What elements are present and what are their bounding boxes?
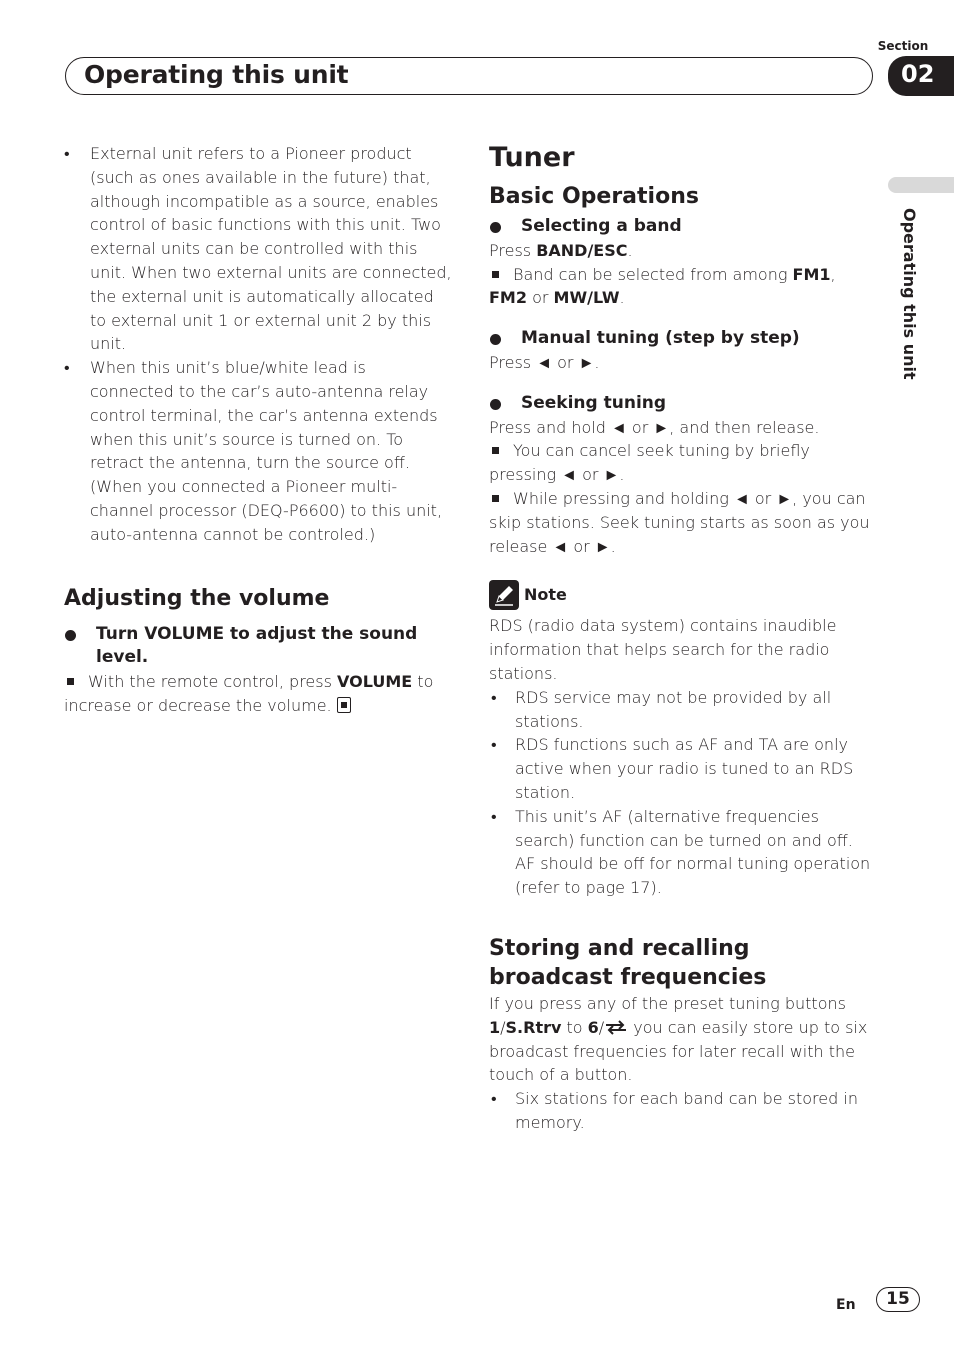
list-item: • RDS service may not be provided by all stations.	[491, 687, 832, 731]
end-mark-icon	[337, 697, 351, 713]
basic-operations-heading: Basic Operations	[489, 184, 699, 209]
seek-step: Seeking tuning	[489, 392, 877, 416]
storing-paragraph: If you press any of the preset tuning buttons 1/S.Rtrv to 6/ you can easily store up to six broadcast frequencies for later recall with the touch of a button.	[489, 993, 868, 1085]
list-item: • When this unit’s blue/white lead is connected to the car’s auto-antenna relay control terminal, the car’s antenna extends when this unit’s source is turned on. To retract the antenna, turn the source off. (When you connected a Pioneer multi-channel processor (DEQ-P6600) to this unit, auto-antenna cannot be controled.)	[64, 358, 443, 544]
bullet-icon: •	[64, 358, 70, 378]
page-title: Operating this unit	[84, 60, 349, 89]
manual-press: Press ◄ or ►.	[489, 352, 600, 372]
seek-press: Press and hold ◄ or ►, and then release.	[489, 417, 820, 437]
language-label: En	[836, 1297, 856, 1313]
square-bullet-icon	[67, 678, 74, 685]
list-item: • RDS functions such as AF and TA are only active when your radio is tuned to an RDS station.	[491, 735, 854, 802]
bullet-icon: •	[491, 806, 497, 826]
square-bullet-icon	[492, 447, 499, 454]
left-column	[64, 142, 452, 718]
square-bullet-icon	[492, 495, 499, 502]
note-header	[489, 580, 877, 610]
note-label: Note	[524, 585, 567, 605]
step-bullet-icon	[490, 399, 501, 410]
volume-note: With the remote control, press VOLUME to increase or decrease the volume.	[64, 672, 434, 715]
bullet-icon: •	[491, 735, 497, 755]
section-label: Section	[877, 39, 929, 53]
square-bullet-icon	[492, 271, 499, 278]
band-note: Band can be selected from among FM1, FM2 or MW/LW.	[489, 264, 836, 308]
side-tab	[888, 177, 954, 193]
bullet-icon: •	[491, 1089, 497, 1109]
seek-note: You can cancel seek tuning by briefly pressing ◄ or ►.	[489, 441, 810, 485]
manual-step: Manual tuning (step by step)	[489, 327, 877, 351]
volume-heading: Adjusting the volume	[64, 585, 330, 611]
title-bar	[65, 57, 873, 95]
seek-note: While pressing and holding ◄ or ►, you can skip stations. Seek tuning starts as soon as you release ◄ or ►.	[489, 488, 870, 556]
note-pencil-icon	[489, 580, 519, 610]
step-bullet-icon	[490, 222, 501, 233]
step-bullet-icon	[490, 334, 501, 345]
list-item: • External unit refers to a Pioneer product (such as ones available in the future) that, although incompatible as a source, enables control of basic functions with this unit. Two external units can be controlled with this unit. When two external units are connected, the external unit is automatically allocated to external unit 1 or external unit 2 by this unit.	[64, 144, 452, 354]
side-label: Operating this unit	[900, 208, 919, 380]
section-number-badge: 02	[888, 56, 954, 96]
repeat-arrows-icon	[604, 1018, 628, 1034]
band-press: Press BAND/ESC.	[489, 240, 633, 260]
bullet-icon: •	[491, 687, 497, 707]
tuner-heading: Tuner	[489, 142, 575, 173]
bullet-icon: •	[64, 144, 70, 163]
list-item: • This unit’s AF (alternative frequencies search) function can be turned on and off. AF should be off for normal tuning operation (refer to page 17).	[491, 806, 871, 898]
step-bullet-icon	[65, 630, 76, 641]
right-column	[489, 142, 877, 1135]
storing-heading: Storing and recalling broadcast frequencies	[489, 935, 767, 990]
page-number: 15	[876, 1287, 920, 1312]
band-step: Selecting a band	[489, 215, 877, 239]
volume-step: Turn VOLUME to adjust the sound level.	[64, 623, 452, 671]
note-intro: RDS (radio data system) contains inaudible information that helps search for the radio stations.	[489, 616, 837, 683]
list-item: • Six stations for each band can be stored in memory.	[491, 1089, 858, 1132]
